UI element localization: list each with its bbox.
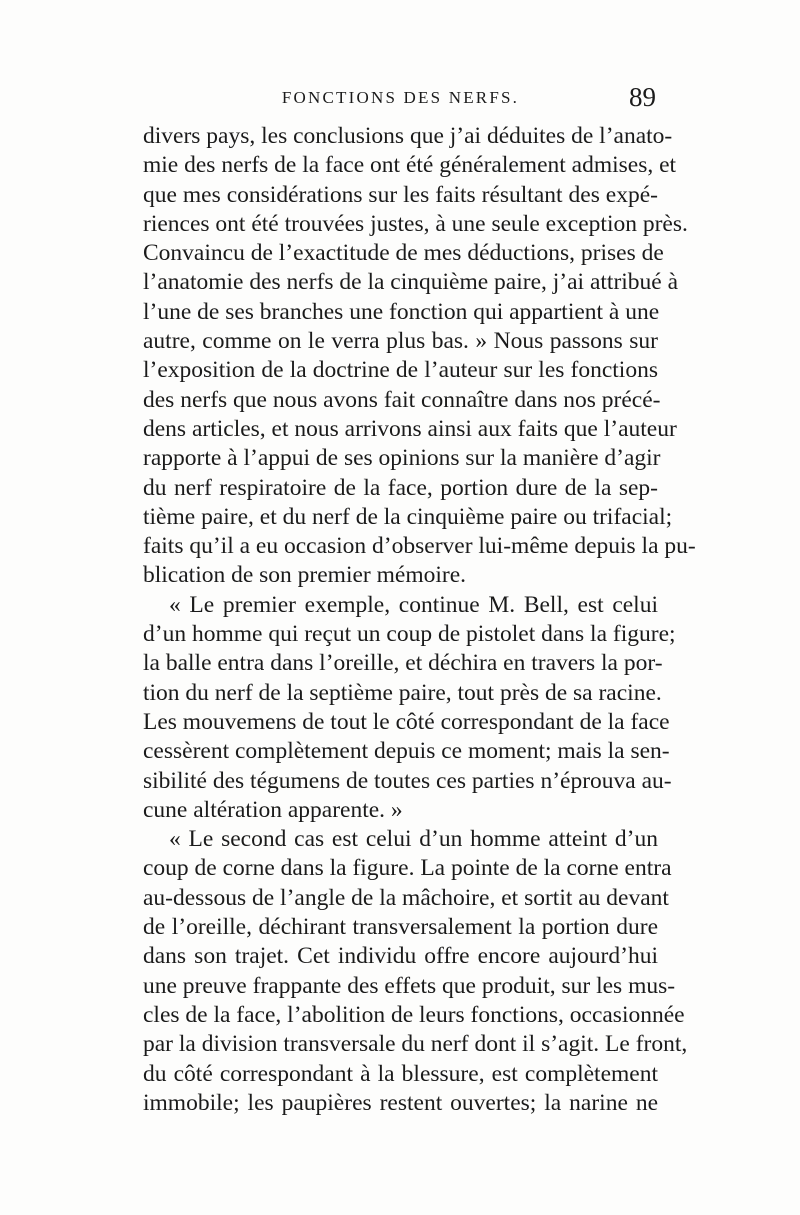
text-line: d’un homme qui reçut un coup de pistolet dans la figure; — [143, 621, 676, 648]
text-line: immobile; les paupières restent ouvertes; la narine ne — [143, 1089, 658, 1116]
text-line: rapporte à l’appui de ses opinions sur la manière d’agir — [143, 445, 661, 472]
text-line: dens articles, et nous arrivons ainsi aux faits que l’auteur — [143, 415, 677, 442]
text-line: Convaincu de l’exactitude de mes déductions, prises de — [143, 240, 664, 267]
body-text — [143, 122, 696, 1118]
text-line: des nerfs que nous avons fait connaître dans nos précé- — [143, 386, 661, 413]
text-line: « Le premier exemple, continue M. Bell, est celui — [169, 591, 658, 618]
text-line: dans son trajet. Cet individu offre encore aujourd’hui — [143, 943, 658, 970]
text-line: du nerf respiratoire de la face, portion dure de la sep- — [143, 474, 658, 501]
text-line: par la division transversale du nerf dont il s’agit. Le front, — [143, 1031, 688, 1058]
text-line: blication de son premier mémoire. — [143, 562, 467, 589]
text-line: l’une de ses branches une fonction qui appartient à une — [143, 298, 660, 325]
running-head — [143, 82, 658, 118]
text-line: tième paire, et du nerf de la cinquième paire ou trifacial; — [143, 503, 673, 530]
text-line: sibilité des tégumens de toutes ces parties n’éprouva au- — [143, 767, 672, 794]
text-line: de l’oreille, déchirant transversalement la portion dure — [143, 914, 658, 941]
text-line: l’anatomie des nerfs de la cinquième paire, j’ai attribué à — [143, 269, 679, 296]
text-line: l’exposition de la doctrine de l’auteur sur les fonctions — [143, 357, 658, 384]
text-line: tion du nerf de la septième paire, tout près de sa racine. — [143, 679, 662, 706]
text-line: faits qu’il a eu occasion d’observer lui-même depuis la pu- — [143, 533, 696, 560]
text-line: Les mouvemens de tout le côté correspondant de la face — [143, 708, 670, 735]
text-line: une preuve frappante des effets que produit, sur les mus- — [143, 972, 676, 999]
page-number: 89 — [629, 82, 656, 112]
text-line: « Le second cas est celui d’un homme atteint d’un — [169, 826, 658, 853]
text-line: cune altération apparente. » — [143, 796, 403, 823]
text-line: divers pays, les conclusions que j’ai déduites de l’anato- — [143, 123, 673, 149]
text-line: que mes considérations sur les faits résultant des expé- — [143, 181, 658, 208]
text-line: du côté correspondant à la blessure, est complètement — [143, 1060, 658, 1087]
text-line: mie des nerfs de la face ont été généralement admises, et — [143, 152, 677, 179]
text-line: la balle entra dans l’oreille, et déchira en travers la por- — [143, 650, 663, 677]
text-line: cles de la face, l’abolition de leurs fonctions, occasionnée — [143, 1001, 685, 1028]
text-line: coup de corne dans la figure. La pointe de la corne entra — [143, 855, 672, 882]
text-line: au-dessous de l’angle de la mâchoire, et sortit au devant — [143, 884, 669, 911]
text-line: cessèrent complètement depuis ce moment; mais la sen- — [143, 738, 670, 765]
running-title: FONCTIONS DES NERFS. — [281, 88, 520, 107]
text-line: riences ont été trouvées justes, à une seule exception près. — [143, 210, 688, 237]
text-line: autre, comme on le verra plus bas. » Nous passons sur — [143, 328, 658, 355]
